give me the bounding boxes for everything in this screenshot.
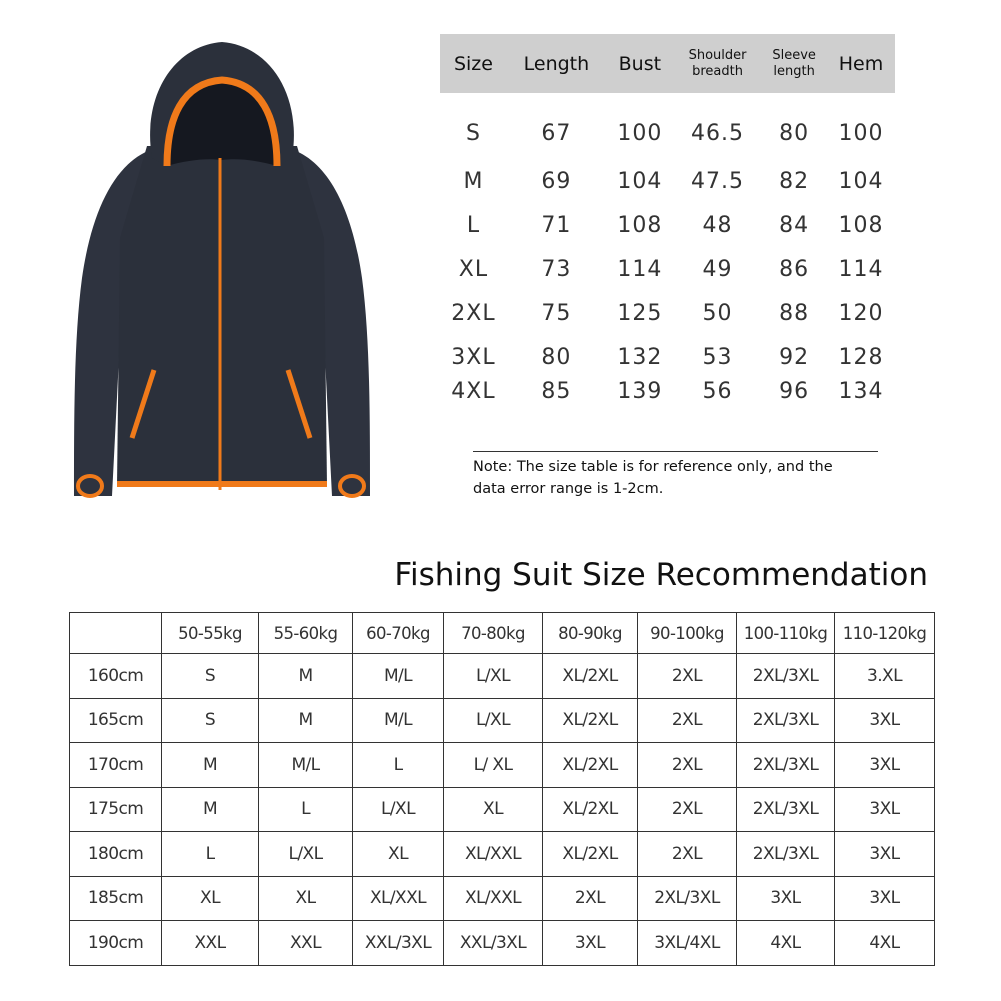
recommended-size: L/XL — [259, 832, 353, 877]
sleeve-cell: 86 — [779, 256, 810, 282]
bust-cell: 108 — [617, 212, 663, 238]
recommended-size: M/L — [353, 698, 444, 743]
corner-cell — [70, 613, 162, 654]
recommended-size: XL — [162, 876, 259, 921]
height-cell: 175cm — [70, 787, 162, 832]
recommended-size: XXL/3XL — [353, 921, 444, 966]
height-cell: 170cm — [70, 743, 162, 788]
height-cell: 165cm — [70, 698, 162, 743]
recommended-size: S — [162, 654, 259, 699]
height-cell: 185cm — [70, 876, 162, 921]
note-line-1: Note: The size table is for reference only, and the — [473, 459, 833, 475]
height-cell: 180cm — [70, 832, 162, 877]
hem-cell: 128 — [838, 344, 884, 370]
recommended-size: XL/2XL — [543, 787, 638, 832]
header-bust: Bust — [606, 34, 674, 93]
height-row — [70, 654, 935, 699]
sleeve-cell: 96 — [779, 379, 810, 404]
bust-cell: 100 — [617, 120, 663, 146]
size-cell: S — [465, 120, 481, 146]
height-cell: 190cm — [70, 921, 162, 966]
recommended-size: 2XL — [638, 743, 737, 788]
height-cell: 160cm — [70, 654, 162, 699]
recommended-size: M — [162, 743, 259, 788]
shoulder-cell: 48 — [702, 212, 733, 238]
weight-header: 110-120kg — [835, 613, 935, 654]
recommended-size: XL — [353, 832, 444, 877]
recommended-size: XXL/3XL — [444, 921, 543, 966]
recommended-size: XL/2XL — [543, 654, 638, 699]
length-cell: 67 — [541, 120, 572, 146]
size-cell: L — [466, 212, 481, 238]
recommended-size: XL — [444, 787, 543, 832]
bust-cell: 132 — [617, 344, 663, 370]
size-row — [440, 93, 895, 159]
note-line-2: data error range is 1-2cm. — [473, 481, 664, 497]
shoulder-cell: 49 — [702, 256, 733, 282]
recommendation-table — [69, 612, 935, 966]
shoulder-cell: 53 — [702, 344, 733, 370]
height-row — [70, 743, 935, 788]
size-cell: 4XL — [451, 379, 496, 404]
recommended-size: 4XL — [835, 921, 935, 966]
weight-header-row — [70, 613, 935, 654]
size-row — [440, 203, 895, 247]
size-cell: 3XL — [451, 344, 496, 370]
hem-cell: 108 — [838, 212, 884, 238]
recommended-size: 2XL — [638, 787, 737, 832]
size-row — [440, 291, 895, 335]
height-row — [70, 832, 935, 877]
recommended-size: 2XL — [638, 654, 737, 699]
sleeve-cell: 92 — [779, 344, 810, 370]
hem-cell: 104 — [838, 168, 884, 194]
height-row — [70, 787, 935, 832]
recommended-size: XXL — [162, 921, 259, 966]
recommended-size: L — [353, 743, 444, 788]
hem-cell: 120 — [838, 300, 884, 326]
recommended-size: XL/XXL — [444, 832, 543, 877]
recommended-size: 2XL — [638, 832, 737, 877]
jacket-image — [62, 38, 382, 508]
recommended-size: 3XL — [835, 876, 935, 921]
length-cell: 69 — [541, 168, 572, 194]
recommended-size: M — [259, 698, 353, 743]
hem-cell: 134 — [838, 379, 884, 404]
note-divider — [473, 451, 878, 452]
height-row — [70, 698, 935, 743]
length-cell: 80 — [541, 344, 572, 370]
size-row — [440, 379, 895, 407]
recommended-size: 3XL — [737, 876, 835, 921]
shoulder-cell: 56 — [702, 379, 733, 404]
recommended-size: 2XL — [638, 698, 737, 743]
hem-cell: 100 — [838, 120, 884, 146]
size-cell: 2XL — [451, 300, 496, 326]
bust-cell: 104 — [617, 168, 663, 194]
recommended-size: S — [162, 698, 259, 743]
size-cell: XL — [458, 256, 489, 282]
recommended-size: XL/XXL — [353, 876, 444, 921]
shoulder-cell: 46.5 — [691, 120, 745, 146]
shoulder-cell: 50 — [702, 300, 733, 326]
recommended-size: L/XL — [353, 787, 444, 832]
recommended-size: 2XL/3XL — [737, 698, 835, 743]
recommended-size: 2XL/3XL — [737, 787, 835, 832]
size-row — [440, 159, 895, 203]
recommended-size: 4XL — [737, 921, 835, 966]
recommended-size: L — [259, 787, 353, 832]
size-row — [440, 247, 895, 291]
sleeve-cell: 88 — [779, 300, 810, 326]
weight-header: 50-55kg — [162, 613, 259, 654]
header-sleeve-length: Sleeve length — [761, 34, 827, 93]
recommended-size: M/L — [353, 654, 444, 699]
weight-header: 80-90kg — [543, 613, 638, 654]
bust-cell: 114 — [617, 256, 663, 282]
weight-header: 100-110kg — [737, 613, 835, 654]
recommended-size: 3XL — [835, 698, 935, 743]
recommended-size: 3XL — [835, 787, 935, 832]
recommended-size: XXL — [259, 921, 353, 966]
recommended-size: 3XL — [543, 921, 638, 966]
recommended-size: 2XL/3XL — [737, 832, 835, 877]
bust-cell: 139 — [617, 379, 663, 404]
recommended-size: M — [162, 787, 259, 832]
size-cell: M — [463, 168, 484, 194]
weight-header: 60-70kg — [353, 613, 444, 654]
size-row — [440, 335, 895, 379]
recommended-size: XL/2XL — [543, 743, 638, 788]
sleeve-cell: 84 — [779, 212, 810, 238]
recommendation-title: Fishing Suit Size Recommendation — [394, 557, 928, 593]
size-chart-table — [440, 34, 895, 407]
recommended-size: 2XL/3XL — [737, 743, 835, 788]
header-hem: Hem — [827, 34, 895, 93]
sleeve-cell: 82 — [779, 168, 810, 194]
recommended-size: 2XL/3XL — [737, 654, 835, 699]
length-cell: 85 — [541, 379, 572, 404]
recommended-size: L/XL — [444, 654, 543, 699]
size-note — [473, 456, 893, 500]
sleeve-cell: 80 — [779, 120, 810, 146]
height-row — [70, 921, 935, 966]
height-row — [70, 876, 935, 921]
weight-header: 90-100kg — [638, 613, 737, 654]
recommended-size: M/L — [259, 743, 353, 788]
bust-cell: 125 — [617, 300, 663, 326]
recommended-size: M — [259, 654, 353, 699]
recommended-size: L — [162, 832, 259, 877]
header-length: Length — [507, 34, 606, 93]
recommended-size: 2XL — [543, 876, 638, 921]
length-cell: 73 — [541, 256, 572, 282]
recommended-size: XL/2XL — [543, 832, 638, 877]
recommended-size: XL/2XL — [543, 698, 638, 743]
shoulder-cell: 47.5 — [691, 168, 745, 194]
hem-cell: 114 — [838, 256, 884, 282]
length-cell: 75 — [541, 300, 572, 326]
size-chart-header-row — [440, 34, 895, 93]
recommended-size: XL/XXL — [444, 876, 543, 921]
recommended-size: L/ XL — [444, 743, 543, 788]
length-cell: 71 — [541, 212, 572, 238]
recommended-size: 3.XL — [835, 654, 935, 699]
recommended-size: 3XL/4XL — [638, 921, 737, 966]
recommended-size: L/XL — [444, 698, 543, 743]
recommended-size: 3XL — [835, 832, 935, 877]
header-shoulder-breadth: Shoulder breadth — [674, 34, 761, 93]
weight-header: 55-60kg — [259, 613, 353, 654]
recommended-size: 3XL — [835, 743, 935, 788]
recommended-size: 2XL/3XL — [638, 876, 737, 921]
weight-header: 70-80kg — [444, 613, 543, 654]
header-size: Size — [440, 34, 507, 93]
recommended-size: XL — [259, 876, 353, 921]
